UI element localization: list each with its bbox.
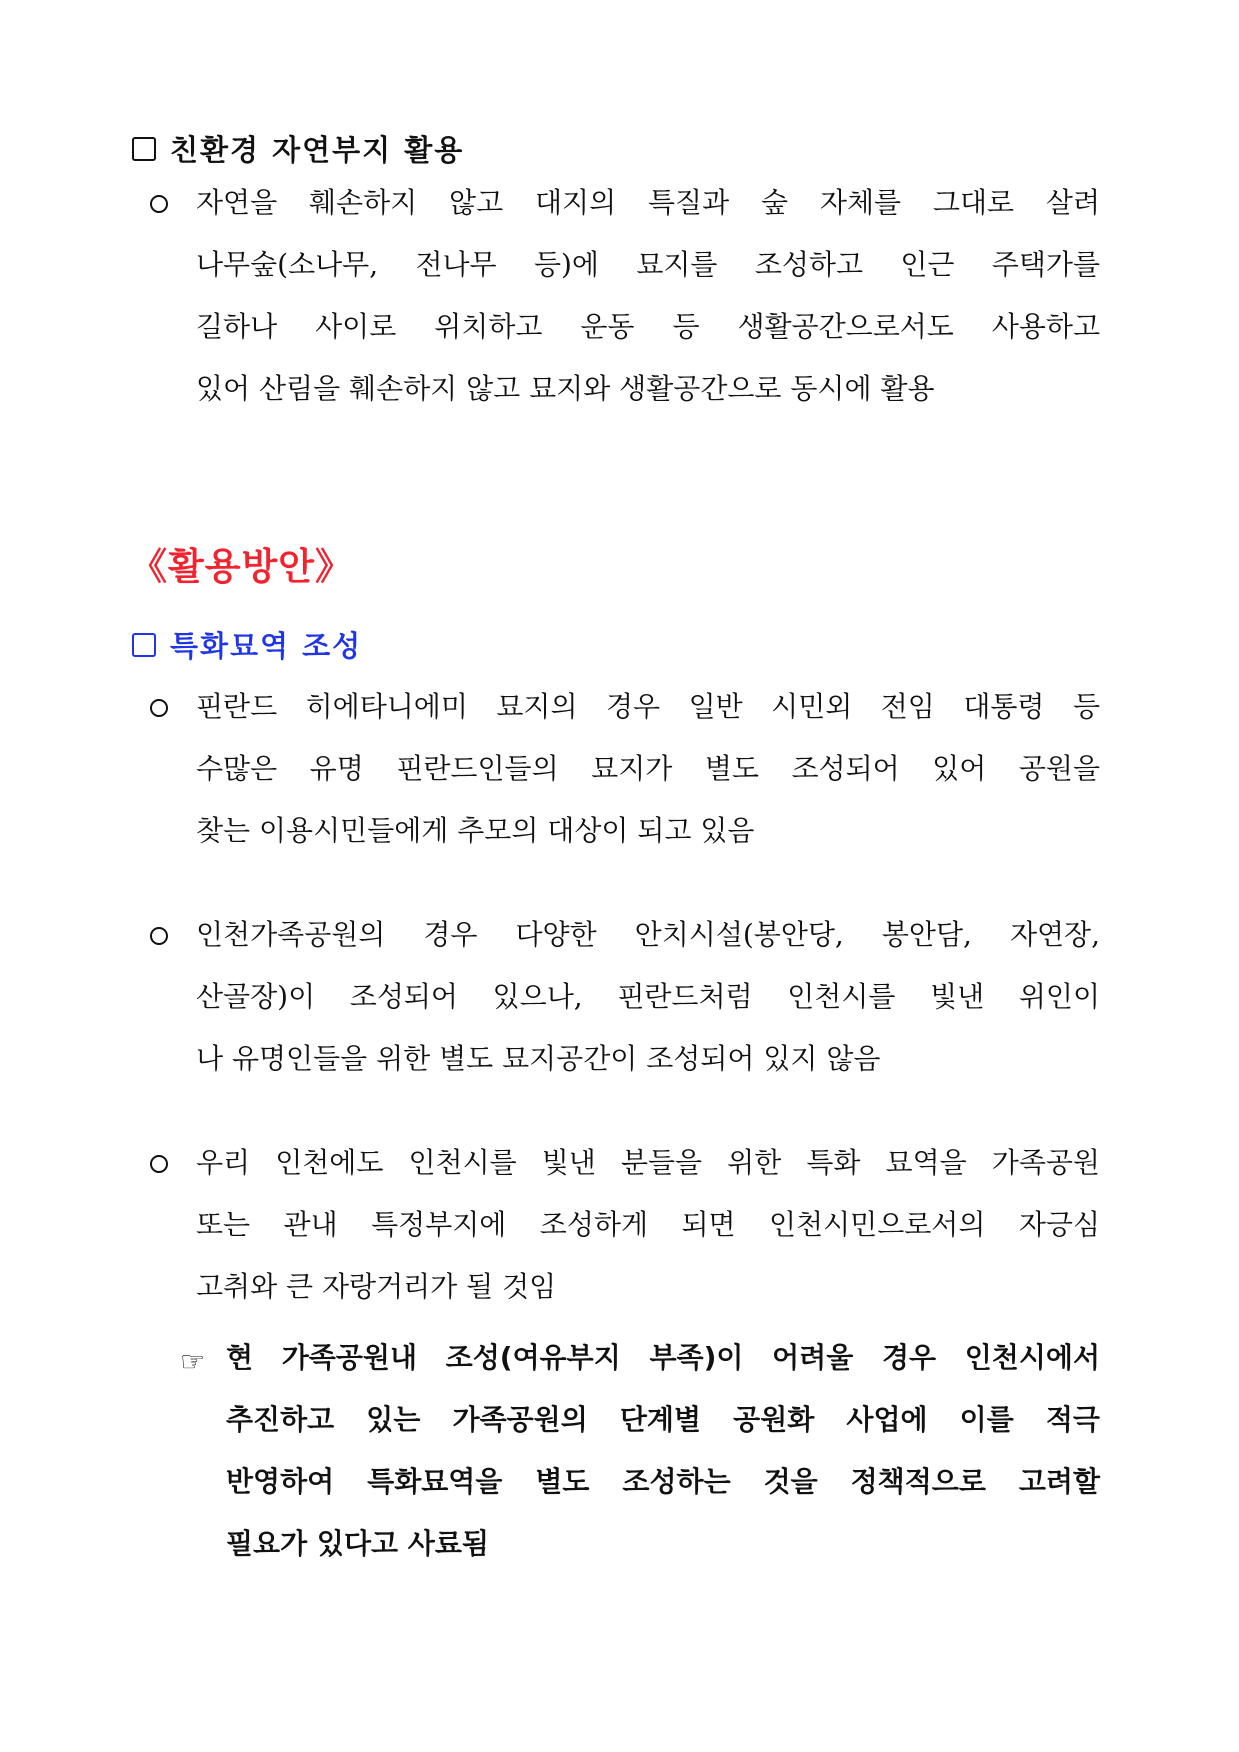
paragraph-line: 또는 관내 특정부지에 조성하게 되면 인천시민으로서의 자긍심 — [196, 1208, 1100, 1241]
circle-bullet-icon — [150, 1155, 168, 1173]
note-line: 추진하고 있는 가족공원의 단계별 공원화 사업에 이를 적극 — [226, 1403, 1100, 1436]
section-heading-text: 친환경 자연부지 활용 — [170, 133, 465, 167]
paragraph-line: 고취와 큰 자랑거리가 될 것임 — [196, 1270, 557, 1303]
pointing-hand-icon: ☞ — [180, 1345, 206, 1378]
bullet-paragraph — [150, 1143, 1100, 1329]
paragraph-line: 자연을 훼손하지 않고 대지의 특질과 숲 자체를 그대로 살려 — [196, 186, 1100, 219]
circle-bullet-icon — [150, 699, 168, 717]
paragraph-line: 핀란드 히에타니에미 묘지의 경우 일반 시민외 전임 대통령 등 — [196, 690, 1100, 723]
section-heading-text: 특화묘역 조성 — [170, 629, 363, 663]
paragraph-line: 나 유명인들을 위한 별도 묘지공간이 조성되어 있지 않음 — [196, 1042, 881, 1075]
bullet-paragraph — [150, 687, 1100, 873]
note-line: 반영하여 특화묘역을 별도 조성하는 것을 정책적으로 고려할 — [226, 1465, 1100, 1498]
section-heading-special-cemetery — [132, 624, 362, 665]
note-line: 현 가족공원내 조성(여유부지 부족)이 어려울 경우 인천시에서 — [226, 1341, 1100, 1374]
paragraph-line: 나무숲(소나무, 전나무 등)에 묘지를 조성하고 인근 주택가를 — [196, 248, 1100, 281]
note-line: 필요가 있다고 사료됨 — [226, 1527, 489, 1560]
paragraph-line: 있어 산림을 훼손하지 않고 묘지와 생활공간으로 동시에 활용 — [196, 372, 935, 405]
square-bullet-icon — [132, 137, 156, 161]
main-title: 《활용방안》 — [130, 545, 353, 588]
paragraph-line: 수많은 유명 핀란드인들의 묘지가 별도 조성되어 있어 공원을 — [196, 752, 1100, 785]
square-bullet-icon — [132, 633, 156, 657]
paragraph-line: 찾는 이용시민들에게 추모의 대상이 되고 있음 — [196, 814, 755, 847]
bullet-paragraph — [150, 915, 1100, 1101]
paragraph-line: 인천가족공원의 경우 다양한 안치시설(봉안당, 봉안담, 자연장, — [196, 918, 1100, 951]
circle-bullet-icon — [150, 927, 168, 945]
section-heading-eco-site — [132, 128, 464, 169]
paragraph-line: 산골장)이 조성되어 있으나, 핀란드처럼 인천시를 빛낸 위인이 — [196, 980, 1100, 1013]
bullet-paragraph — [150, 183, 1100, 431]
policy-note — [180, 1338, 1100, 1586]
circle-bullet-icon — [150, 195, 168, 213]
paragraph-line: 길하나 사이로 위치하고 운동 등 생활공간으로서도 사용하고 — [196, 310, 1100, 343]
paragraph-line: 우리 인천에도 인천시를 빛낸 분들을 위한 특화 묘역을 가족공원 — [196, 1146, 1100, 1179]
